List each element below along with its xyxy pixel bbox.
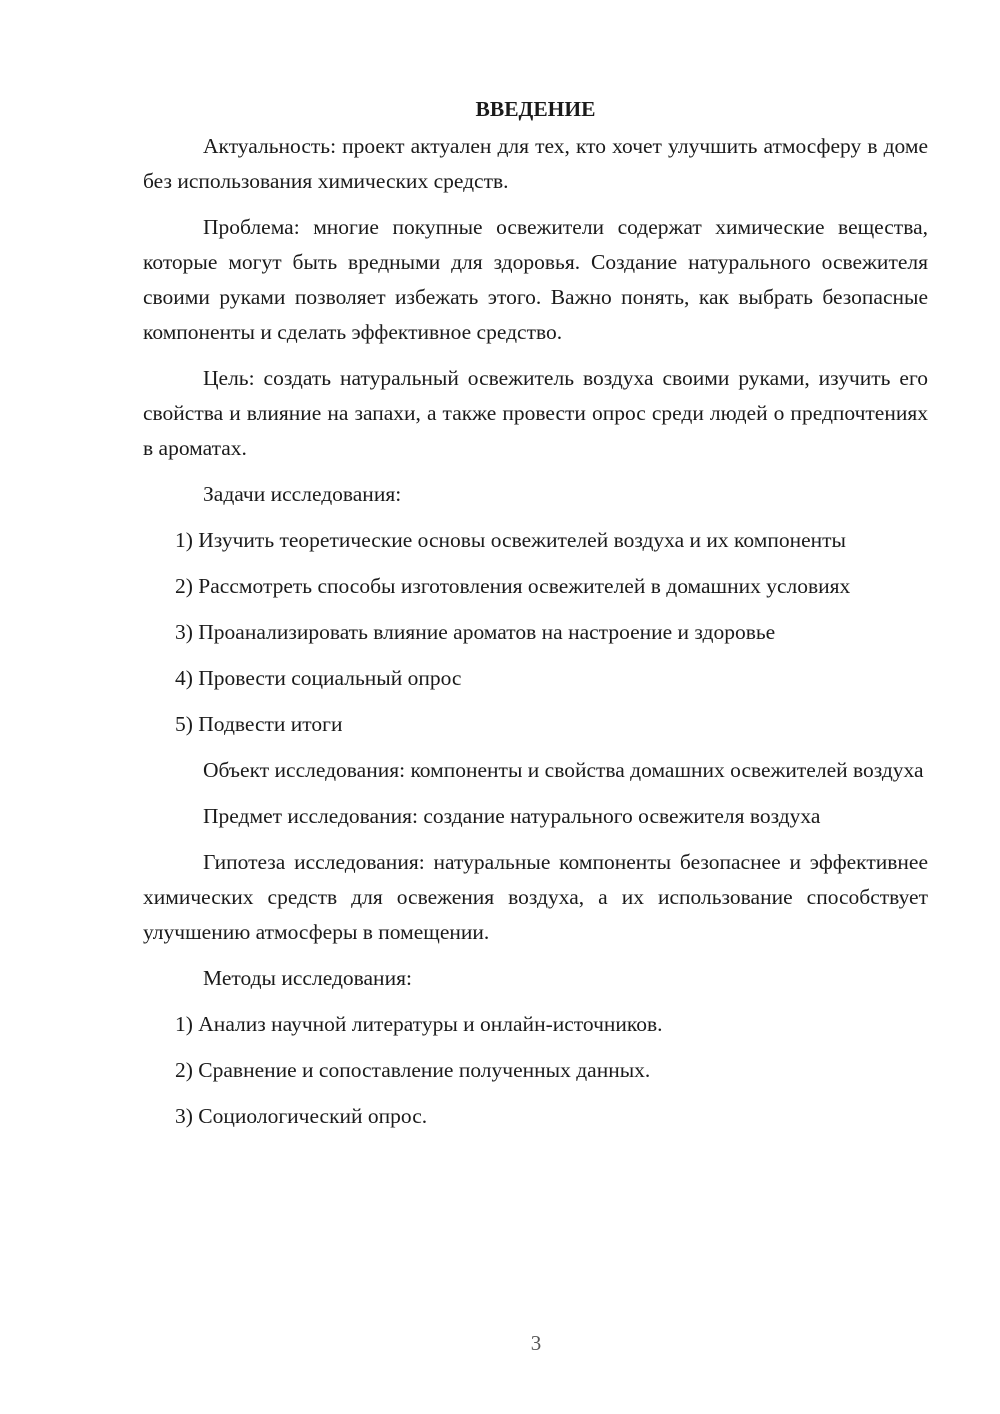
method-item: 2) Сравнение и сопоставление полученных данных.: [175, 1058, 651, 1082]
page-number: 3: [530, 1331, 542, 1355]
method-item: 1) Анализ научной литературы и онлайн-источников.: [175, 1012, 663, 1036]
relevance-paragraph: Актуальность: проект актуален для тех, кто хочет улучшить атмосферу в доме без использования химических средств.: [143, 134, 928, 193]
task-item: 5) Подвести итоги: [175, 712, 343, 736]
method-item: 3) Социологический опрос.: [175, 1104, 428, 1128]
hypothesis-paragraph: Гипотеза исследования: натуральные компоненты безопаснее и эффективнее химических средств для освежения воздуха, а их использование способствует улучшению атмосферы в помещении.: [143, 850, 928, 944]
section-title: ВВЕДЕНИЕ: [475, 97, 596, 121]
task-item: 3) Проанализировать влияние ароматов на настроение и здоровье: [175, 620, 776, 644]
methods-heading: Методы исследования:: [203, 966, 412, 990]
object-paragraph: Объект исследования: компоненты и свойства домашних освежителей воздуха: [203, 758, 924, 782]
task-item: 2) Рассмотреть способы изготовления освежителей в домашних условиях: [175, 574, 851, 598]
problem-paragraph: Проблема: многие покупные освежители содержат химические вещества, которые могут быть вредными для здоровья. Создание натурального освежителя своими руками позволяет избежать этого. Важно понять, как выбрать безопасные компоненты и сделать эффективное средство.: [143, 215, 928, 344]
document-page: [143, 92, 928, 1145]
task-item: 1) Изучить теоретические основы освежителей воздуха и их компоненты: [175, 528, 846, 552]
tasks-heading: Задачи исследования:: [203, 482, 402, 506]
subject-paragraph: Предмет исследования: создание натурального освежителя воздуха: [203, 804, 821, 828]
goal-paragraph: Цель: создать натуральный освежитель воздуха своими руками, изучить его свойства и влияние на запахи, а также провести опрос среди людей о предпочтениях в ароматах.: [143, 366, 928, 460]
task-item: 4) Провести социальный опрос: [175, 666, 462, 690]
